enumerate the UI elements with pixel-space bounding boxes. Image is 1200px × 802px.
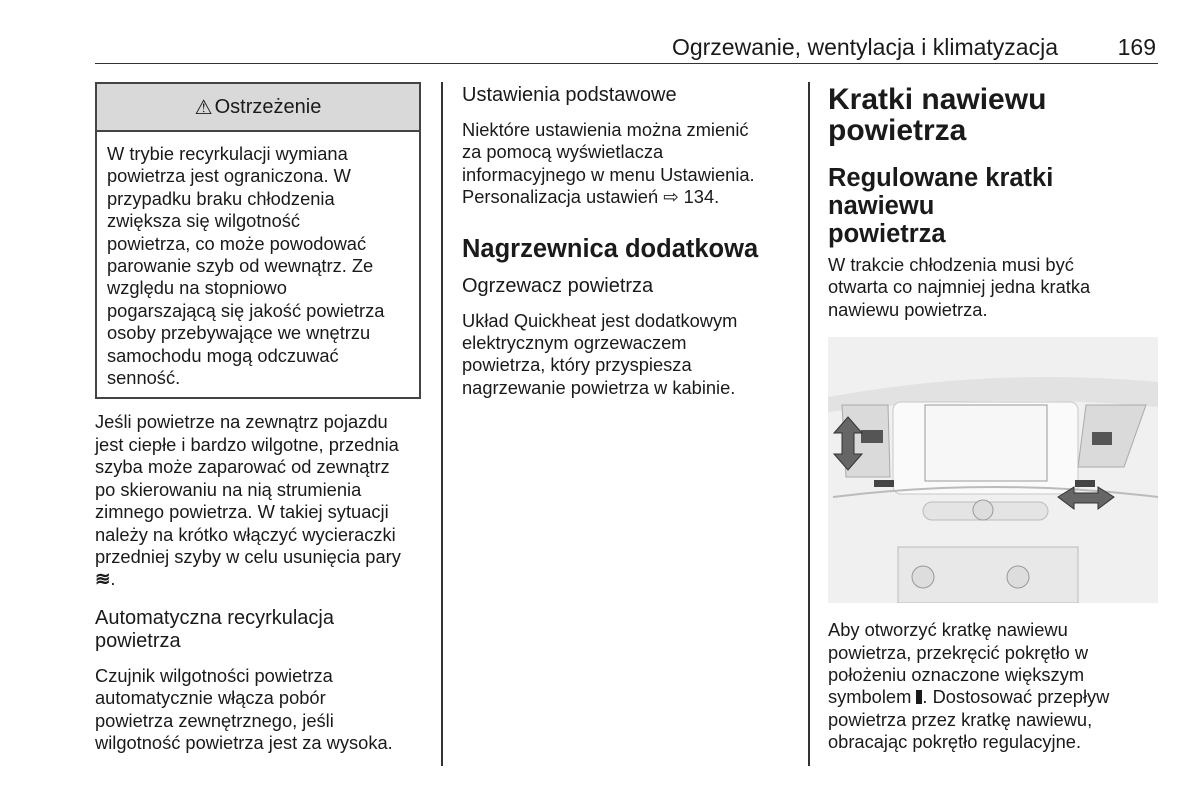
warning-box [95,82,421,399]
warning-text: W trybie recyrkulacji wymiana powietrza jest ograniczona. W przypadku braku chłodzenia zwiększa się wilgotność powietrza, co może powodować parowanie szyb od wewnątrz. Ze względu na stopniowo pogarszającą się jakość powietrza osoby przebywające we wnętrzu samochodu mogą odczuwać senność. [107,143,385,389]
section-title: Ogrzewanie, wentylacja i klimatyzacja [671,34,1058,60]
column-divider [808,82,810,766]
paragraph-text: Jeśli powietrze na zewnątrz pojazdu jest ciepłe i bardzo wilgotne, przednia szyba może zaparować od zewnątrz po skierowaniu na nią strumienia zimnego powietrza. W takiej sytuacji należy na krótko włączyć wycieraczki przedniej szyby w celu usunięcia pary [95,411,401,567]
paragraph-text: . Dostosować przepływ powietrza przez kratkę nawiewu, obracając pokrętło regulacyjne. [828,686,1110,753]
page-header [95,32,1158,64]
paragraph-text: Niektóre ustawienia można zmienić za pomocą wyświetlacza informacyjnego w menu Ustawienia. Personalizacja ustawień [462,119,755,208]
section-heading: Automatyczna recyrkulacja powietrza [95,606,334,652]
defog-icon: ≋ [95,568,111,590]
paragraph-text: Aby otworzyć kratkę nawiewu powietrza, przekręcić pokrętło w położeniu oznaczone większym symbolem [828,619,1089,708]
page-number: 169 [1117,34,1156,60]
page-reference-arrow-icon: ⇨ [663,186,679,208]
paragraph: Czujnik wilgotności powietrza automatycznie włącza pobór powietrza zewnętrznego, jeśli wilgotność powietrza jest za wysoka. [95,664,393,753]
subsection-heading: Ogrzewacz powietrza [462,274,654,297]
paragraph: W trakcie chłodzenia musi być otwarta co najmniej jedna kratka nawiewu powietrza. [828,254,1091,320]
warning-triangle-icon: ⚠ [194,96,213,119]
warning-title: Ostrzeżenie [214,95,322,118]
paragraph: Układ Quickheat jest dodatkowym elektrycznym ogrzewaczem powietrza, który przyspiesza nagrzewanie powietrza w kabinie. [462,309,738,398]
paragraph-text: . [110,568,116,590]
chapter-heading: Kratki nawiewu powietrza [828,83,1047,147]
paragraph [462,119,797,209]
section-heading: Nagrzewnica dodatkowa [462,234,759,263]
paragraph [828,619,1163,753]
column-3 [828,82,1163,754]
section-heading: Ustawienia podstawowe [462,84,677,106]
dashboard-vents-illustration [828,337,1158,603]
paragraph [95,411,425,590]
page-reference-link[interactable]: 134. [683,186,720,208]
column-divider [441,82,443,766]
column-2 [462,82,797,399]
column-1 [95,82,425,754]
section-heading: Regulowane kratki nawiewu powietrza [828,164,1054,248]
